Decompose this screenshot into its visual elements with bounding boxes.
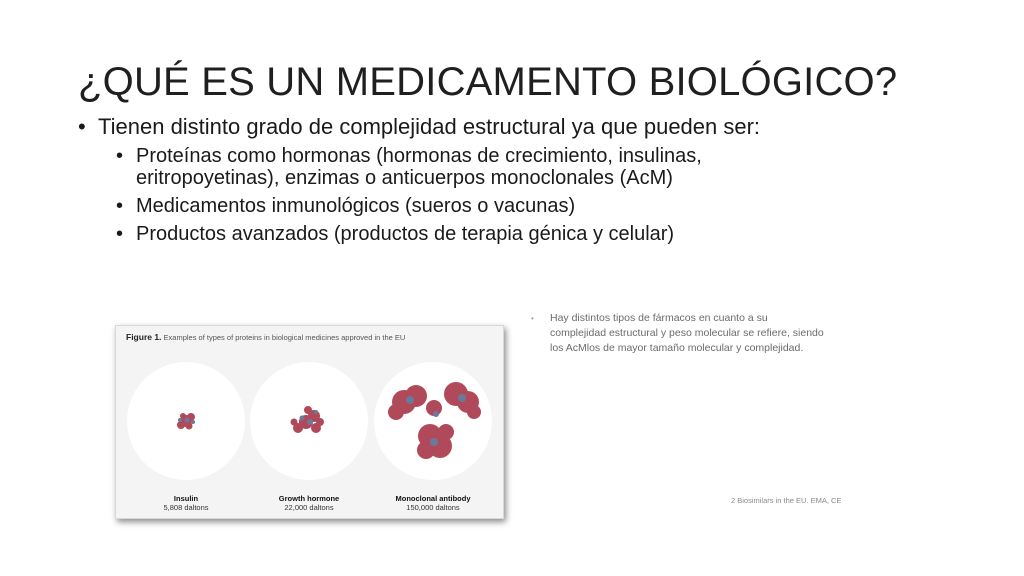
sub-bullet-text: Productos avanzados (productos de terapia génica y celular) bbox=[136, 223, 675, 245]
figure-caption bbox=[126, 332, 405, 342]
bullet-dot-icon: • bbox=[531, 314, 534, 323]
figure-caption-label: Figure 1. bbox=[126, 332, 162, 342]
monoclonal-antibody-molecule-icon bbox=[374, 362, 492, 480]
side-note bbox=[531, 311, 825, 356]
growth-hormone-label bbox=[249, 494, 369, 512]
bullet-dot-icon: • bbox=[116, 195, 124, 217]
side-note-text: Hay distintos tipos de fármacos en cuanto a su complejidad estructural y peso molecular se refiere, siendo los AcMlos de mayor tamaño molecular y complejidad. bbox=[550, 312, 824, 354]
sub-bullet-text: Medicamentos inmunológicos (sueros o vacunas) bbox=[136, 195, 576, 217]
bullet-list bbox=[78, 114, 778, 245]
bullet-dot-icon: • bbox=[116, 145, 124, 167]
sub-bullet-list bbox=[78, 145, 778, 245]
main-bullet-text: Tienen distinto grado de complejidad estructural ya que pueden ser: bbox=[98, 114, 761, 139]
protein-figure bbox=[115, 325, 504, 519]
sub-bullet bbox=[116, 145, 778, 189]
bullet-dot-icon: • bbox=[116, 223, 124, 245]
molecule-name: Insulin bbox=[173, 494, 199, 503]
molecule-name: Growth hormone bbox=[278, 494, 340, 503]
source-citation: 2 Biosimilars in the EU. EMA, CE bbox=[731, 496, 842, 505]
insulin-molecule-icon bbox=[127, 362, 245, 480]
growth-hormone-molecule-icon bbox=[250, 362, 368, 480]
molecule-weight: 5,808 daltons bbox=[163, 503, 209, 512]
sub-bullet-text: Proteínas como hormonas (hormonas de crecimiento, insulinas, eritropoyetinas), enzimas o anticuerpos monoclonales (AcM) bbox=[136, 145, 702, 189]
sub-bullet bbox=[116, 223, 778, 245]
insulin-circle bbox=[127, 362, 245, 480]
molecule-weight: 22,000 daltons bbox=[284, 503, 334, 512]
insulin-label bbox=[126, 494, 246, 512]
antibody-circle bbox=[374, 362, 492, 480]
molecule-name: Monoclonal antibody bbox=[395, 494, 471, 503]
antibody-label bbox=[373, 494, 493, 512]
bullet-dot-icon: • bbox=[78, 114, 86, 139]
molecule-weight: 150,000 daltons bbox=[406, 503, 460, 512]
figure-caption-text: Examples of types of proteins in biological medicines approved in the EU bbox=[163, 333, 406, 342]
growth-hormone-circle bbox=[250, 362, 368, 480]
slide-title: ¿QUÉ ES UN MEDICAMENTO BIOLÓGICO? bbox=[78, 60, 898, 104]
sub-bullet bbox=[116, 195, 778, 217]
main-bullet bbox=[78, 114, 778, 139]
